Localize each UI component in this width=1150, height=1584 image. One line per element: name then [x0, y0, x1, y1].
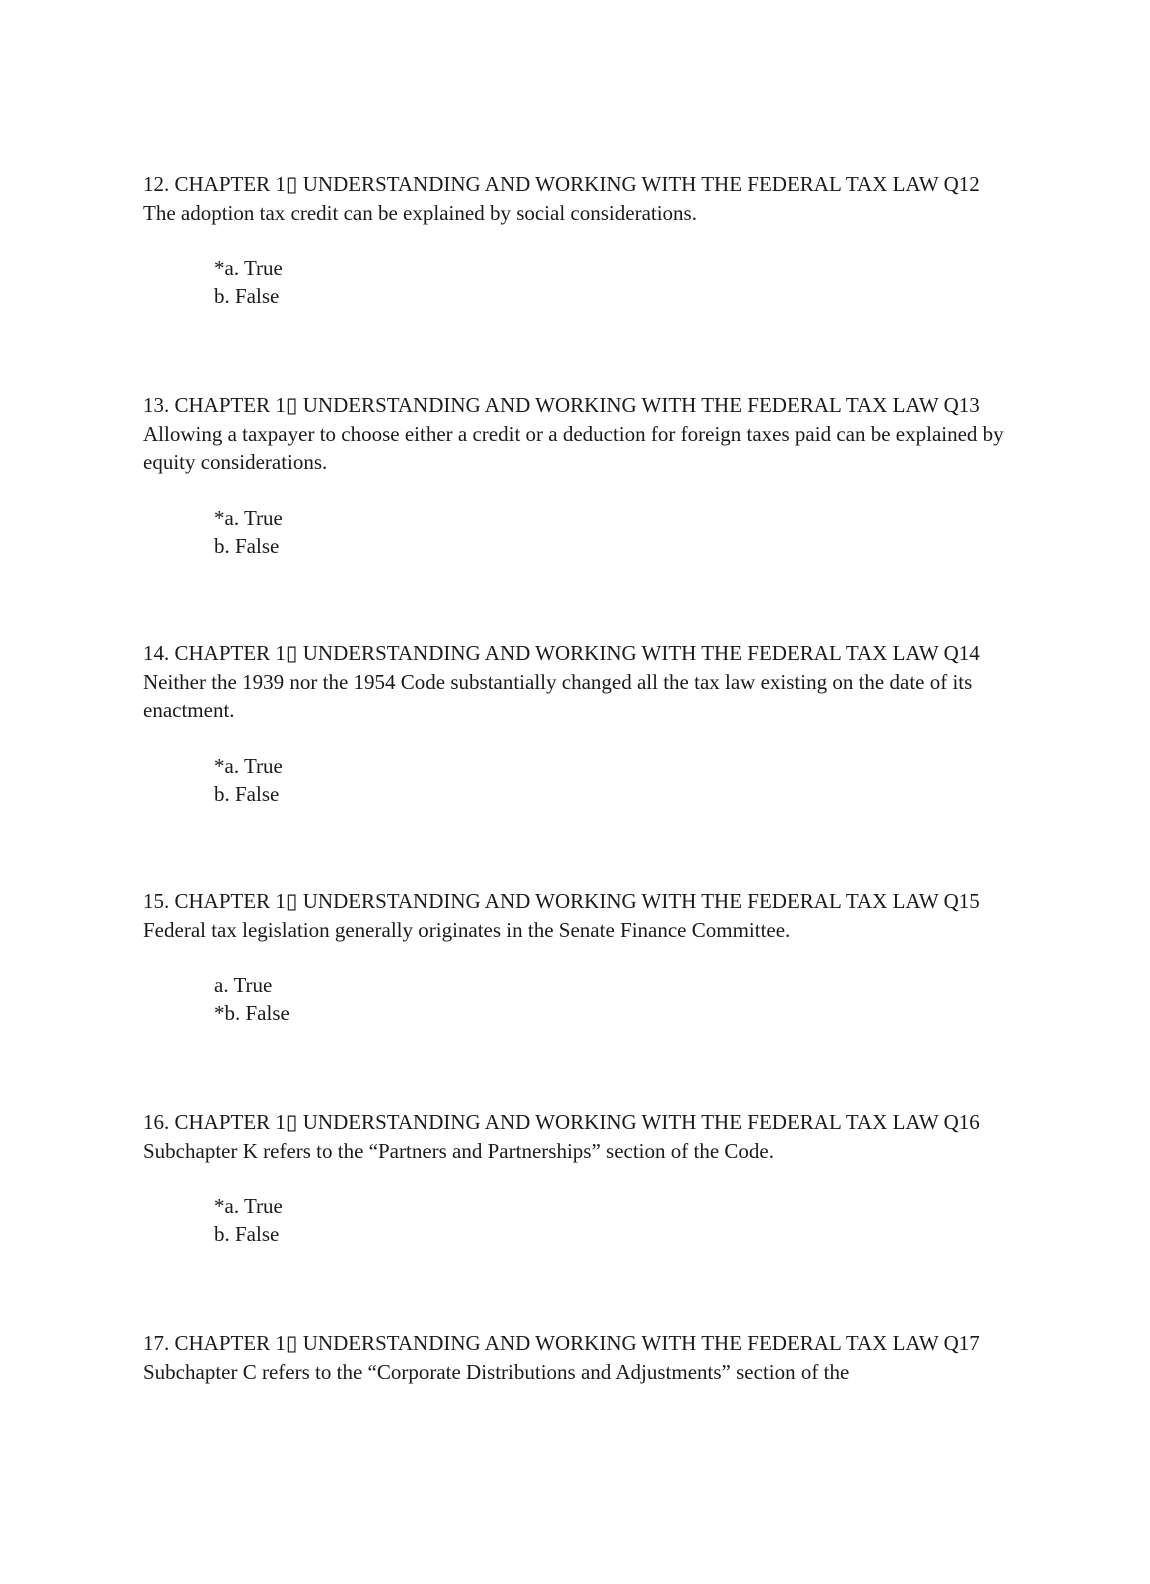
- question-12: [143, 170, 1013, 310]
- answer-choices: [143, 504, 1013, 560]
- choice-b: *b. False: [214, 1001, 290, 1025]
- question-16: [143, 1108, 1013, 1248]
- question-text: Subchapter K refers to the “Partners and Partnerships” section of the Code.: [143, 1138, 774, 1163]
- answer-choices: [143, 971, 1013, 1027]
- choice-b: b. False: [214, 781, 280, 806]
- answer-choices: [143, 1192, 1013, 1248]
- question-header: 12. CHAPTER 1▯ UNDERSTANDING AND WORKING WITH THE FEDERAL TAX LAW Q12: [143, 172, 980, 196]
- choice-a: *a. True: [214, 1194, 283, 1218]
- choice-b: b. False: [214, 284, 280, 308]
- choice-a: a. True: [214, 973, 273, 997]
- answer-choices: [143, 254, 1013, 310]
- question-header: 14. CHAPTER 1▯ UNDERSTANDING AND WORKING WITH THE FEDERAL TAX LAW Q14: [143, 641, 980, 665]
- question-17: [143, 1329, 1013, 1386]
- choice-b: b. False: [214, 1222, 280, 1246]
- question-text: Federal tax legislation generally originates in the Senate Finance Committee.: [143, 917, 791, 942]
- question-header: 15. CHAPTER 1▯ UNDERSTANDING AND WORKING WITH THE FEDERAL TAX LAW Q15: [143, 889, 980, 913]
- question-header: 17. CHAPTER 1▯ UNDERSTANDING AND WORKING WITH THE FEDERAL TAX LAW Q17: [143, 1331, 980, 1355]
- choice-b: b. False: [214, 533, 280, 558]
- question-text: Subchapter C refers to the “Corporate Distributions and Adjustments” section of the: [143, 1359, 850, 1384]
- choice-a: *a. True: [214, 505, 283, 530]
- question-header: 13. CHAPTER 1▯ UNDERSTANDING AND WORKING WITH THE FEDERAL TAX LAW Q13: [143, 393, 980, 417]
- choice-a: *a. True: [214, 256, 283, 280]
- question-13: [143, 391, 1013, 560]
- question-text: Neither the 1939 nor the 1954 Code substantially changed all the tax law existing on the date of its enactment.: [143, 669, 973, 722]
- question-text: The adoption tax credit can be explained by social considerations.: [143, 200, 697, 225]
- question-header: 16. CHAPTER 1▯ UNDERSTANDING AND WORKING WITH THE FEDERAL TAX LAW Q16: [143, 1110, 980, 1134]
- question-text: Allowing a taxpayer to choose either a credit or a deduction for foreign taxes paid can be explained by equity considerations.: [143, 421, 1004, 474]
- question-15: [143, 887, 1013, 1027]
- answer-choices: [143, 752, 1013, 808]
- choice-a: *a. True: [214, 753, 283, 778]
- question-14: [143, 639, 1013, 808]
